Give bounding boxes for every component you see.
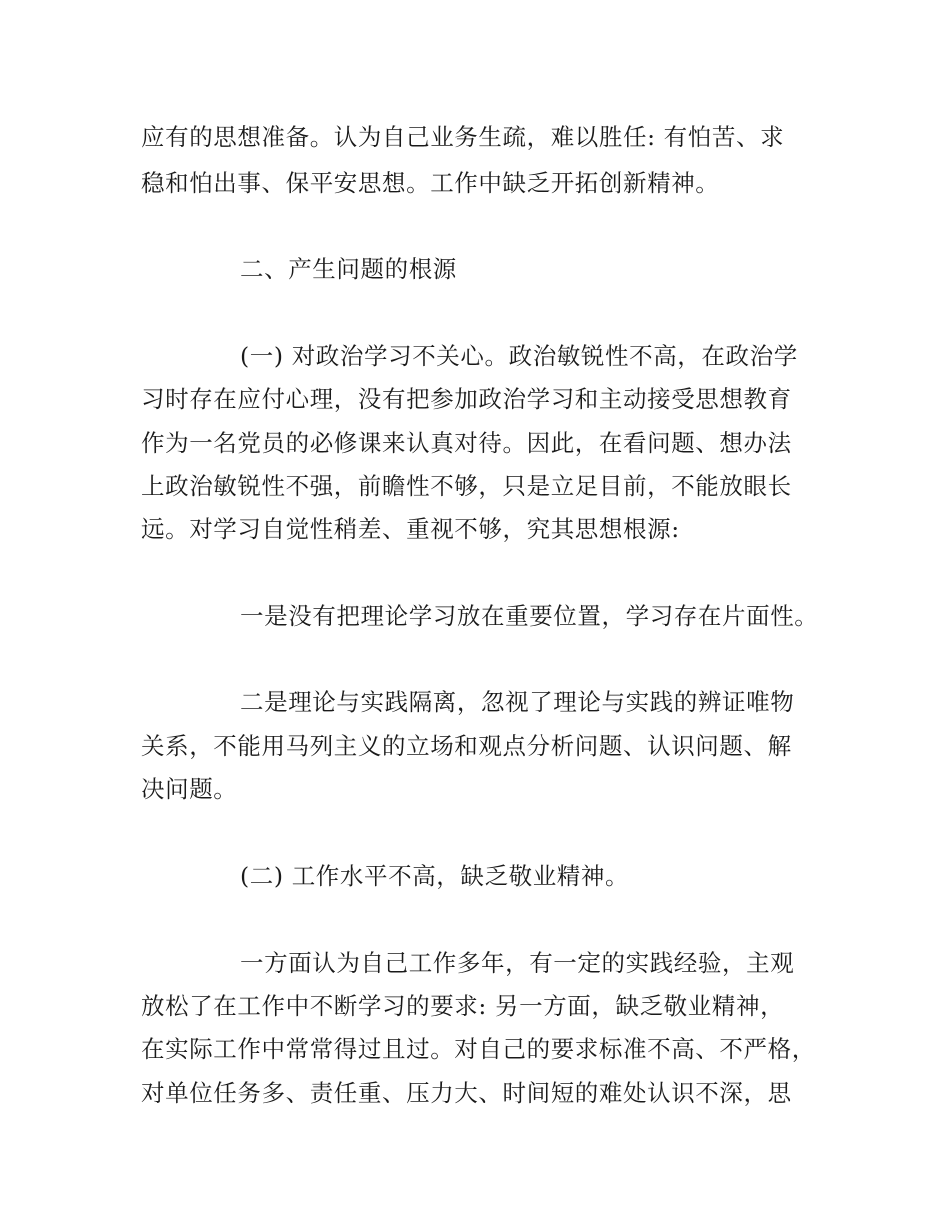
paragraph-5-line-2: 关系，不能用马列主义的立场和观点分析问题、认识问题、解 (141, 732, 792, 760)
paragraph-3-line-3: 作为一名党员的必修课来认真对待。因此，在看问题、想办法 (141, 429, 792, 457)
section-heading: 二、产生问题的根源 (240, 255, 457, 283)
paragraph-5-line-1: 二是理论与实践隔离，忽视了理论与实践的辨证唯物 (240, 688, 795, 716)
paragraph-7-line-3: 在实际工作中常常得过且过。对自己的要求标准不高、不严格， (141, 1035, 816, 1063)
paragraph-4-line-1: 一是没有把理论学习放在重要位置，学习存在片面性。 (240, 602, 819, 630)
paragraph-7-line-4: 对单位任务多、责任重、压力大、时间短的难处认识不深，思 (141, 1079, 792, 1107)
paragraph-7-line-2: 放松了在工作中不断学习的要求: 另一方面，缺乏敬业精神， (141, 992, 785, 1020)
paragraph-7-line-1: 一方面认为自己工作多年，有一定的实践经验，主观 (240, 949, 795, 977)
paragraph-1-line-1: 应有的思想准备。认为自己业务生疏，难以胜任: 有怕苦、求 (141, 123, 785, 151)
paragraph-3-line-2: 习时存在应付心理，没有把参加政治学习和主动接受思想教育 (141, 385, 792, 413)
paragraph-3-line-4: 上政治敏锐性不强，前瞻性不够，只是立足目前，不能放眼长 (141, 472, 792, 500)
paragraph-3-line-1: (一) 对政治学习不关心。政治敏锐性不高，在政治学 (240, 342, 798, 370)
paragraph-1-line-2: 稳和怕出事、保平安思想。工作中缺乏开拓创新精神。 (141, 169, 720, 197)
paragraph-6-line-1: (二) 工作水平不高，缺乏敬业精神。 (240, 862, 630, 890)
paragraph-5-line-3: 决问题。 (141, 775, 238, 803)
paragraph-3-line-5: 远。对学习自觉性稍差、重视不够，究其思想根源: (141, 515, 680, 543)
